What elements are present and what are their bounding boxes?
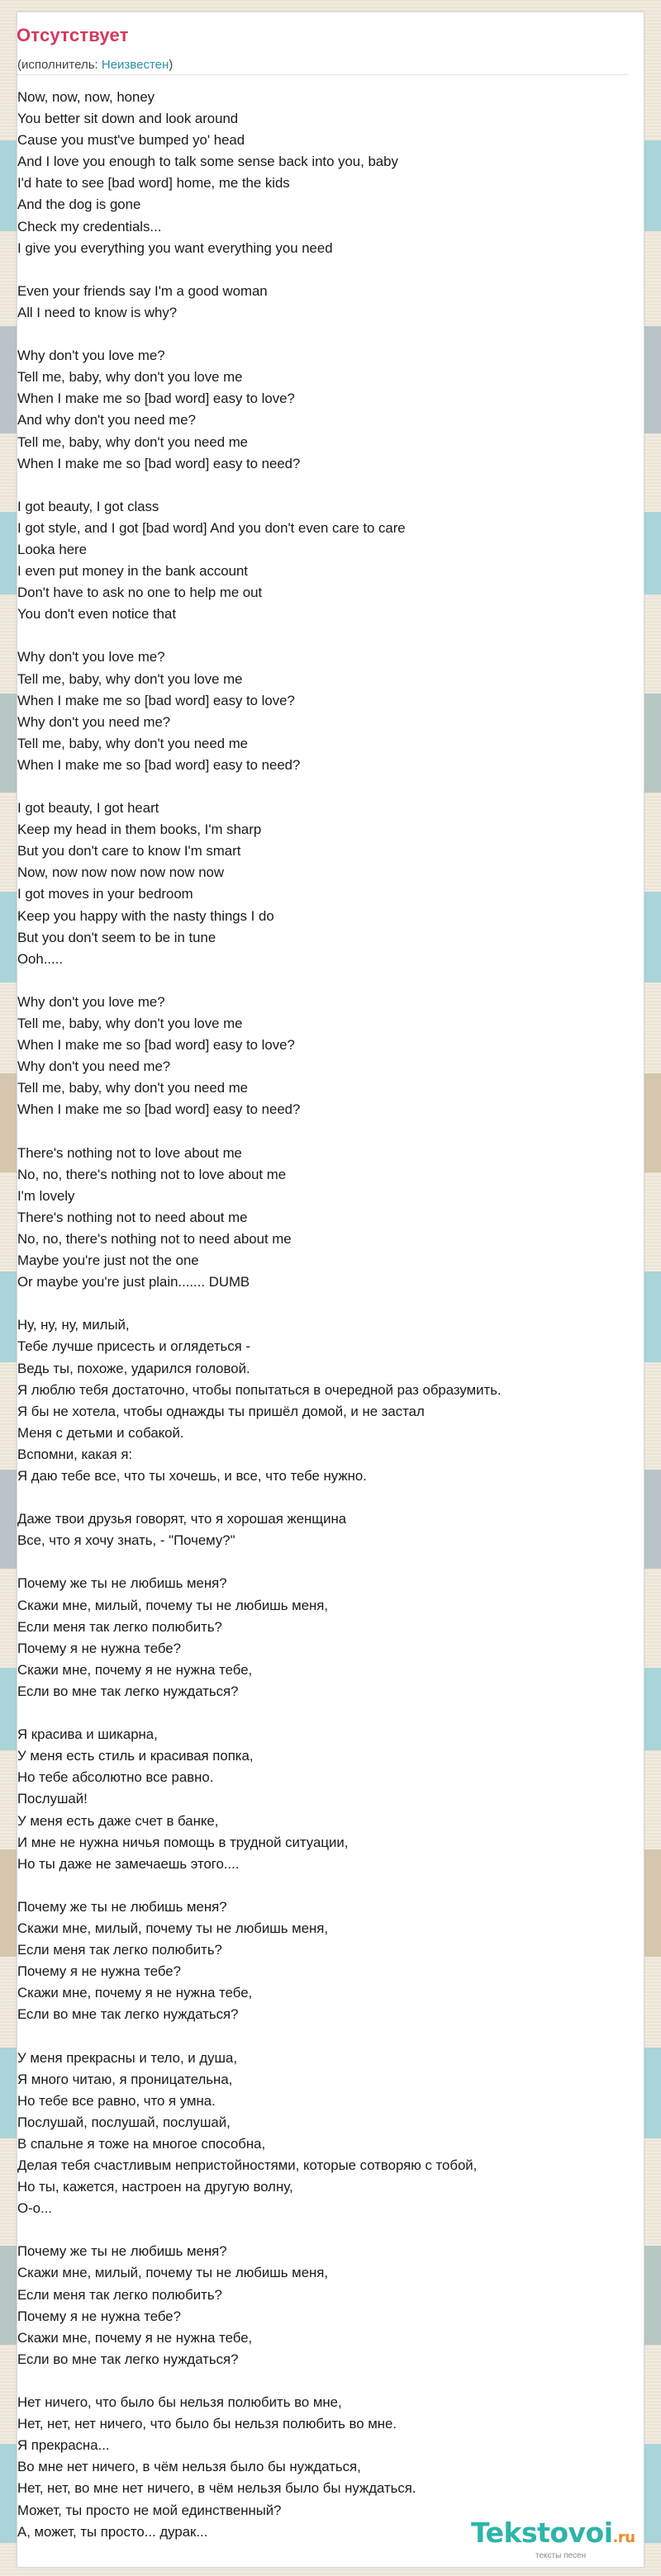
- lyrics-line: Why don't you love me?: [17, 993, 165, 1010]
- lyrics-line: Нет ничего, что было бы нельзя полюбить во мне,: [17, 2394, 342, 2411]
- lyrics-line: Tell me, baby, why don't you love me: [17, 369, 243, 386]
- lyrics-text: [17, 87, 625, 2543]
- lyrics-line: Why don't you need me?: [17, 1058, 171, 1075]
- lyrics-line: Вспомни, какая я:: [17, 1446, 133, 1462]
- lyrics-stanza-break: [17, 1121, 625, 1143]
- lyrics-line: I got beauty, I got heart: [17, 800, 159, 817]
- lyrics-line: You don't even notice that: [17, 606, 176, 623]
- lyrics-line: When I make me so [bad word] easy to need?: [17, 455, 301, 471]
- site-logo[interactable]: [471, 2517, 635, 2549]
- lyrics-line: Why don't you need me?: [17, 713, 171, 730]
- lyrics-line: Я люблю тебя достаточно, чтобы попытаться в очередной раз образумить.: [17, 1381, 502, 1398]
- lyrics-line: Если во мне так легко нуждаться?: [17, 2006, 239, 2023]
- lyrics-line: But you don't seem to be in tune: [17, 929, 216, 945]
- lyrics-line: Почему я не нужна тебе?: [17, 1640, 181, 1656]
- lyrics-line: Послушай!: [17, 1791, 88, 1807]
- lyrics-stanza-break: [17, 2025, 625, 2047]
- lyrics-line: Я красива и шикарна,: [17, 1726, 158, 1743]
- lyrics-line: Во мне нет ничего, в чём нельзя было бы нуждаться,: [17, 2459, 361, 2475]
- lyrics-line: Меня с детьми и собакой.: [17, 1424, 184, 1441]
- lyrics-line: I even put money in the bank account: [17, 563, 248, 580]
- lyrics-line: Why don't you love me?: [17, 348, 165, 364]
- lyrics-line: Если во мне так легко нуждаться?: [17, 2351, 239, 2367]
- lyrics-line: Скажи мне, почему я не нужна тебе,: [17, 2329, 253, 2346]
- lyrics-line: But you don't care to know I'm smart: [17, 843, 241, 859]
- song-title: Отсутствует: [17, 25, 129, 45]
- lyrics-line: Скажи мне, милый, почему ты не любишь меня,: [17, 1920, 329, 1936]
- logo-tagline: тексты песен: [535, 2551, 587, 2560]
- lyrics-line: Если меня так легко полюбить?: [17, 2286, 222, 2303]
- lyrics-line: I'm lovely: [17, 1187, 75, 1204]
- lyrics-line: Если меня так легко полюбить?: [17, 1618, 222, 1635]
- lyrics-line: У меня прекрасны и тело, и душа,: [17, 2049, 237, 2066]
- lyrics-stanza-break: [17, 324, 625, 345]
- lyrics-line: And the dog is gone: [17, 197, 141, 213]
- lyrics-line: When I make me so [bad word] easy to love?: [17, 1037, 295, 1054]
- lyrics-line: Если во мне так легко нуждаться?: [17, 1683, 239, 1699]
- lyrics-line: Cause you must've bumped yo' head: [17, 132, 245, 149]
- lyrics-line: Скажи мне, милый, почему ты не любишь меня,: [17, 1597, 329, 1613]
- lyrics-line: Now, now now now now now now: [17, 864, 224, 881]
- lyrics-line: Ну, ну, ну, милый,: [17, 1317, 130, 1333]
- lyrics-line: Тебе лучше присесть и оглядеться -: [17, 1338, 250, 1355]
- lyrics-line: Or maybe you're just plain....... DUMB: [17, 1274, 250, 1290]
- lyrics-line: Maybe you're just not the one: [17, 1252, 199, 1269]
- lyrics-line: Я прекрасна...: [17, 2437, 110, 2454]
- lyrics-line: В спальне я тоже на многое способна,: [17, 2135, 266, 2152]
- lyrics-line: Послушай, послушай, послушай,: [17, 2114, 231, 2130]
- lyrics-stanza-break: [17, 625, 625, 646]
- lyrics-line: Ведь ты, похоже, ударился головой.: [17, 1360, 250, 1376]
- lyrics-line: I'd hate to see [bad word] home, me the kids: [17, 175, 290, 192]
- artist-suffix: ): [169, 58, 174, 72]
- lyrics-line: Tell me, baby, why don't you need me: [17, 433, 249, 450]
- artist-prefix: (исполнитель:: [17, 58, 102, 72]
- lyrics-line: Tell me, baby, why don't you need me: [17, 1080, 249, 1096]
- lyrics-stanza-break: [17, 2370, 625, 2392]
- lyrics-line: Don't have to ask no one to help me out: [17, 585, 263, 601]
- lyrics-line: Even your friends say I'm a good woman: [17, 282, 268, 299]
- lyrics-line: У меня есть даже счет в банке,: [17, 1812, 219, 1829]
- lyrics-line: When I make me so [bad word] easy to need?: [17, 1101, 301, 1118]
- lyrics-line: Нет, нет, во мне нет ничего, в чём нельзя было бы нуждаться.: [17, 2480, 416, 2497]
- lyrics-stanza-break: [17, 259, 625, 281]
- lyrics-line: You better sit down and look around: [17, 111, 239, 127]
- lyrics-stanza-break: [17, 475, 625, 496]
- lyrics-line: I got moves in your bedroom: [17, 886, 193, 902]
- lyrics-line: Если меня так легко полюбить?: [17, 1942, 222, 1958]
- lyrics-line: Я бы не хотела, чтобы однажды ты пришёл домой, и не застал: [17, 1403, 425, 1419]
- lyrics-line: И мне не нужна ничья помощь в трудной ситуации,: [17, 1834, 349, 1850]
- artist-link[interactable]: Неизвестен: [101, 58, 169, 72]
- lyrics-line: All I need to know is why?: [17, 304, 178, 320]
- lyrics-stanza-break: [17, 970, 625, 992]
- logo-name: Tekstovoi: [471, 2517, 613, 2549]
- lyrics-line: Now, now, now, honey: [17, 89, 155, 105]
- lyrics-line: Но тебе абсолютно все равно.: [17, 1769, 214, 1786]
- lyrics-line: А, может, ты просто... дурак...: [17, 2523, 208, 2540]
- lyrics-line: When I make me so [bad word] easy to need?: [17, 756, 301, 773]
- lyrics-line: Tell me, baby, why don't you love me: [17, 1016, 243, 1032]
- lyrics-line: There's nothing not to love about me: [17, 1144, 242, 1161]
- lyrics-line: Но тебе все равно, что я умна.: [17, 2092, 216, 2109]
- lyrics-line: Даже твои друзья говорят, что я хорошая женщина: [17, 1511, 347, 1527]
- lyrics-line: Почему же ты не любишь меня?: [17, 1898, 227, 1915]
- lyrics-stanza-break: [17, 1293, 625, 1314]
- lyrics-stanza-break: [17, 1875, 625, 1896]
- lyrics-line: Делая тебя счастливым непристойностями, которые сотворяю с тобой,: [17, 2157, 478, 2173]
- lyrics-line: Все, что я хочу знать, - "Почему?": [17, 1532, 235, 1549]
- lyrics-line: Я много читаю, я проницательна,: [17, 2071, 233, 2087]
- lyrics-stanza-break: [17, 1551, 625, 1573]
- lyrics-stanza-break: [17, 1487, 625, 1508]
- lyrics-line: Check my credentials...: [17, 218, 162, 234]
- lyrics-line: Keep my head in them books, I'm sharp: [17, 822, 262, 838]
- lyrics-line: No, no, there's nothing not to need about me: [17, 1230, 292, 1247]
- lyrics-line: Может, ты просто не мой единственный?: [17, 2502, 282, 2518]
- lyrics-line: Looka here: [17, 541, 87, 557]
- lyrics-line: When I make me so [bad word] easy to love?: [17, 391, 295, 407]
- lyrics-line: I got beauty, I got class: [17, 498, 159, 514]
- lyrics-line: Скажи мне, почему я не нужна тебе,: [17, 1985, 253, 2001]
- lyrics-line: Почему я не нужна тебе?: [17, 1963, 181, 1980]
- lyrics-line: Почему же ты не любишь меня?: [17, 1575, 227, 1592]
- lyrics-line: О-о...: [17, 2200, 52, 2217]
- lyrics-stanza-break: [17, 1702, 625, 1724]
- artist-line: [17, 58, 173, 72]
- lyrics-line: Скажи мне, милый, почему ты не любишь меня,: [17, 2265, 329, 2281]
- lyrics-line: Скажи мне, почему я не нужна тебе,: [17, 1661, 253, 1678]
- logo-tld: .ru: [612, 2529, 635, 2546]
- lyrics-line: Why don't you love me?: [17, 649, 165, 665]
- lyrics-line: Почему же ты не любишь меня?: [17, 2243, 227, 2260]
- lyrics-line: There's nothing not to need about me: [17, 1209, 248, 1225]
- lyrics-line: And I love you enough to talk some sense back into you, baby: [17, 154, 398, 170]
- lyrics-line: Нет, нет, нет ничего, что было бы нельзя полюбить во мне.: [17, 2416, 397, 2432]
- lyrics-line: And why don't you need me?: [17, 412, 196, 429]
- lyrics-line: Tell me, baby, why don't you need me: [17, 735, 249, 751]
- lyrics-line: Но ты, кажется, настроен на другую волну,: [17, 2179, 293, 2195]
- divider: [17, 74, 628, 75]
- lyrics-line: No, no, there's nothing not to love about me: [17, 1166, 287, 1182]
- lyrics-line: Keep you happy with the nasty things I do: [17, 907, 274, 924]
- lyrics-line: I give you everything you want everything you need: [17, 239, 333, 256]
- lyrics-line: Я даю тебе все, что ты хочешь, и все, что тебе нужно.: [17, 1468, 367, 1484]
- lyrics-line: Но ты даже не замечаешь этого....: [17, 1855, 240, 1872]
- lyrics-stanza-break: [17, 776, 625, 798]
- lyrics-line: У меня есть стиль и красивая попка,: [17, 1748, 254, 1764]
- lyrics-line: Tell me, baby, why don't you love me: [17, 670, 243, 687]
- lyrics-line: When I make me so [bad word] easy to love?: [17, 692, 295, 708]
- lyrics-line: Почему я не нужна тебе?: [17, 2308, 181, 2324]
- lyrics-line: Ooh.....: [17, 950, 64, 967]
- lyrics-line: I got style, and I got [bad word] And you don't even care to care: [17, 519, 406, 536]
- lyrics-stanza-break: [17, 2219, 625, 2241]
